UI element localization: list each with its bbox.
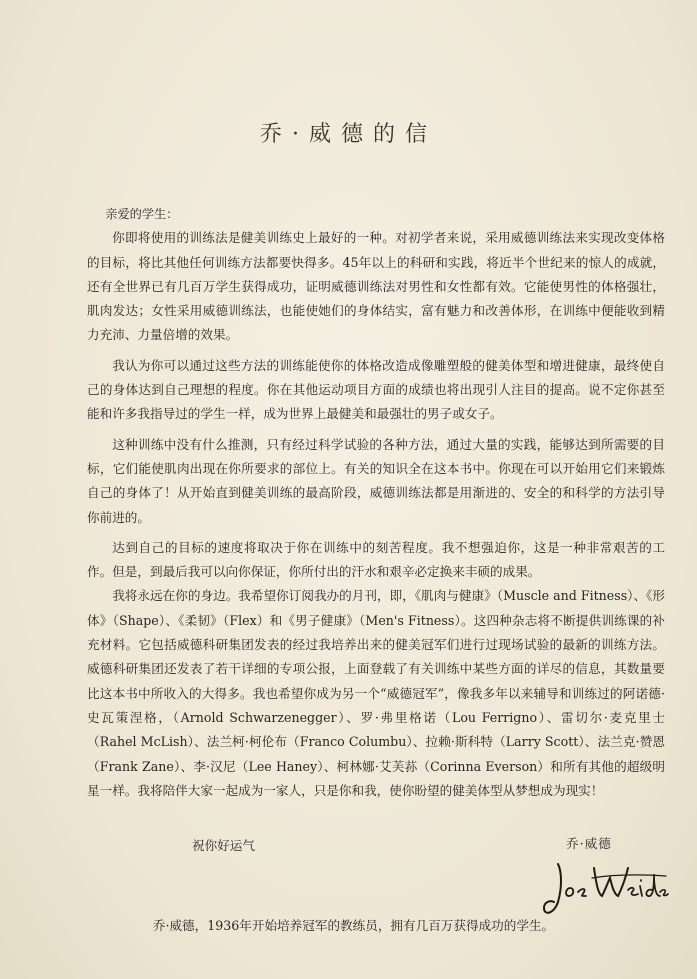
salutation: 亲爱的学生： [105, 207, 179, 221]
photo-caption: 乔·威德，1936年开始培养冠军的教练员，拥有几百万获得成功的学生。 [152, 918, 555, 933]
paragraph-4: 达到自己的目标的速度将取决于你在训练中的刻苦程度。我不想强迫你，这是一种非常艰苦的工作。但是，到最后我可以向你保证，你所付出的汗水和艰辛必定换来丰硕的成果。 [87, 539, 665, 580]
closing-line: 祝你好运气 [192, 838, 255, 853]
paragraph-1: 你即将使用的训练法是健美训练史上最好的一种。对初学者来说，采用威德训练法来实现改变体格的目标，将比其他任何训练方法都要快得多。45年以上的科研和实践，将近半个世纪来的惊人的成就，还有全世界已有几百万学生获得成功，证明威德训练法对男性和女性都有效。它能使男性的体格强壮，肌肉发达；女性采用威德训练法，也能使她们的身体结实，富有魅力和改善体形，在训练中便能收到精力充沛、力量倍增的效果。 [87, 230, 665, 343]
letter-title: 乔·威德的信 [260, 122, 437, 147]
paragraph-2: 我认为你可以通过这些方法的训练能使你的体格改造成像雕塑般的健美体型和增进健康，最终使自己的身体达到自己理想的程度。你在其他运动项目方面的成绩也将出现引人注目的提高。说不定你甚至能和许多我指导过的学生一样，成为世界上最健美和最强壮的男子或女子。 [87, 357, 665, 422]
paragraph-3: 这种训练中没有什么推测，只有经过科学试验的各种方法，通过大量的实践，能够达到所需要的目标，它们能使肌肉出现在你所要求的部位上。有关的知识全在这本书中。你现在可以开始用它们来锻炼自己的身体了！从开始直到健美训练的最高阶段，威德训练法都是用渐进的、安全的和科学的方法引导你前进的。 [87, 436, 665, 525]
handwritten-signature [540, 858, 670, 920]
paragraph-5: 我将永远在你的身边。我希望你订阅我办的月刊，即，《肌肉与健康》（Muscle and Fitness）、《形体》（Shape）、《柔韧》（Flex）和《男子健康》（Men's Fitness）。这四种杂志将不断提供训练课的补充材料。它包括威德科研集团发表的经过我培养出来的健美冠军们进行过现场试验的最新的训练方法。威德科研集团还发表了若干详细的专项公报，上面登载了有关训练中某些方面的详尽的信息，其数量要比这本书中所收入的大得多。我也希望你成为另一个“威德冠军”，像我多年以来辅导和训练过的阿诺德·史瓦策涅格，（Arnold Schwarzenegger）、罗·弗里格诺（Lou Ferrigno）、雷切尔·麦克里士（Rahel McLish）、法兰柯·柯伦布（Franco Columbu）、拉赖·斯科特（Larry Scott）、法兰克·赞恩（Frank Zane）、李·汉尼（Lee Haney）、柯林娜·艾芙荪（Corinna Everson）和所有其他的超级明星一样。我将陪伴大家一起成为一家人，只是你和我，使你盼望的健美体型从梦想成为现实！ [87, 588, 665, 798]
letter-body [87, 202, 665, 803]
author-name: 乔·威德 [566, 836, 612, 851]
